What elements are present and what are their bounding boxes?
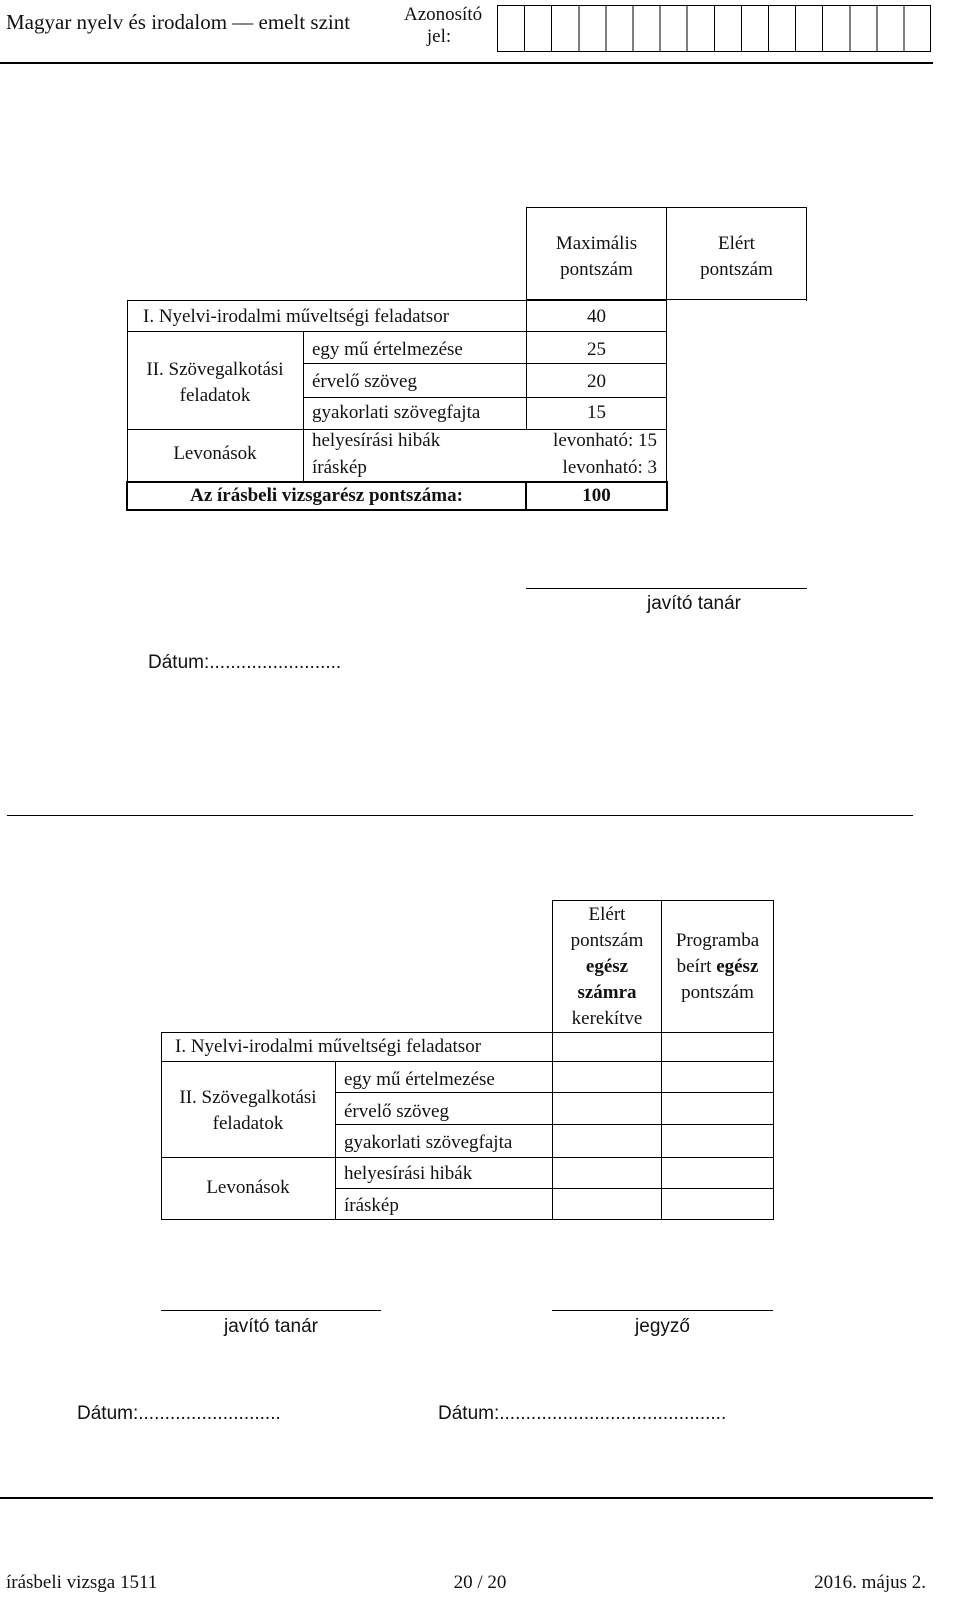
row-label-practical: gyakorlati szövegfajta — [344, 1132, 513, 1153]
rounded-score-header: Elért pontszám egész számra kerekítve — [570, 904, 644, 1029]
table2-col-line — [773, 1032, 774, 1220]
max-points-header: Maximális pontszám — [555, 233, 638, 280]
table1-row-line — [127, 300, 667, 301]
date-field[interactable]: Dátum:......................... — [148, 652, 342, 673]
program-score-column[interactable] — [662, 1033, 773, 1219]
row-value-practical: 15 — [587, 402, 606, 423]
signature-role-notary: jegyző — [635, 1316, 690, 1337]
footer-rule — [0, 1497, 933, 1499]
total-value: 100 — [582, 485, 611, 506]
row-label-interpretation: egy mű értelmezése — [344, 1069, 495, 1090]
row-label-spelling: helyesírási hibák — [344, 1163, 473, 1184]
group-label-part2: II. Szövegalkotási feladatok — [146, 359, 284, 406]
row-value-argument: 20 — [587, 371, 606, 392]
section-separator — [7, 815, 913, 816]
table1-row-line — [127, 331, 667, 332]
group-label-part2: II. Szövegalkotási feladatok — [179, 1087, 317, 1134]
footer-exam-code: írásbeli vizsga 1511 — [6, 1572, 158, 1593]
table1-row-line — [303, 397, 667, 398]
table2-col-line — [335, 1061, 336, 1220]
signature-line-notary[interactable] — [552, 1310, 773, 1311]
row-value-part1: 40 — [587, 306, 606, 327]
row-label-argument: érvelő szöveg — [344, 1101, 449, 1122]
achieved-score-column[interactable] — [667, 300, 806, 511]
signature-role-teacher: javító tanár — [224, 1316, 318, 1337]
table1-col-line — [303, 331, 304, 482]
row-label-practical: gyakorlati szövegfajta — [312, 402, 481, 423]
table1-row-line — [303, 363, 667, 364]
date-field-notary[interactable]: Dátum:........................................... — [438, 1403, 727, 1424]
row-label-part1: I. Nyelvi-irodalmi műveltségi feladatsor — [143, 306, 450, 327]
row-label-spelling: helyesírási hibák — [312, 430, 441, 451]
row-value-interpretation: 25 — [587, 339, 606, 360]
row-label-handwriting: íráskép — [312, 457, 367, 478]
deductions-label: Levonások — [206, 1177, 290, 1198]
total-label: Az írásbeli vizsgarész pontszáma: — [190, 485, 463, 506]
id-label: Azonosító jel: — [404, 4, 483, 47]
row-value-handwriting: levonható: 3 — [562, 457, 657, 478]
signature-role-teacher: javító tanár — [647, 593, 741, 614]
footer-date: 2016. május 2. — [814, 1572, 926, 1593]
row-label-argument: érvelő szöveg — [312, 371, 417, 392]
date-field-teacher[interactable]: Dátum:........................... — [77, 1403, 281, 1424]
rounded-score-column[interactable] — [553, 1033, 661, 1219]
program-score-header: Programba beírt egész pontszám — [675, 930, 760, 1003]
row-value-spelling: levonható: 15 — [553, 430, 657, 451]
signature-line-teacher[interactable] — [161, 1310, 381, 1311]
header-rule — [0, 62, 933, 64]
exam-subject: Magyar nyelv és irodalom — emelt szint — [6, 10, 351, 34]
table2-row-line — [161, 1219, 774, 1220]
row-label-handwriting: íráskép — [344, 1195, 399, 1216]
id-boxes[interactable] — [497, 5, 931, 52]
signature-line-teacher[interactable] — [526, 588, 807, 589]
page-number: 20 / 20 — [453, 1572, 507, 1593]
table1-col-line — [806, 300, 807, 301]
achieved-points-header: Elért pontszám — [700, 233, 773, 280]
row-label-interpretation: egy mű értelmezése — [312, 339, 463, 360]
deductions-label: Levonások — [173, 443, 257, 464]
row-label-part1: I. Nyelvi-irodalmi műveltségi feladatsor — [175, 1036, 482, 1057]
